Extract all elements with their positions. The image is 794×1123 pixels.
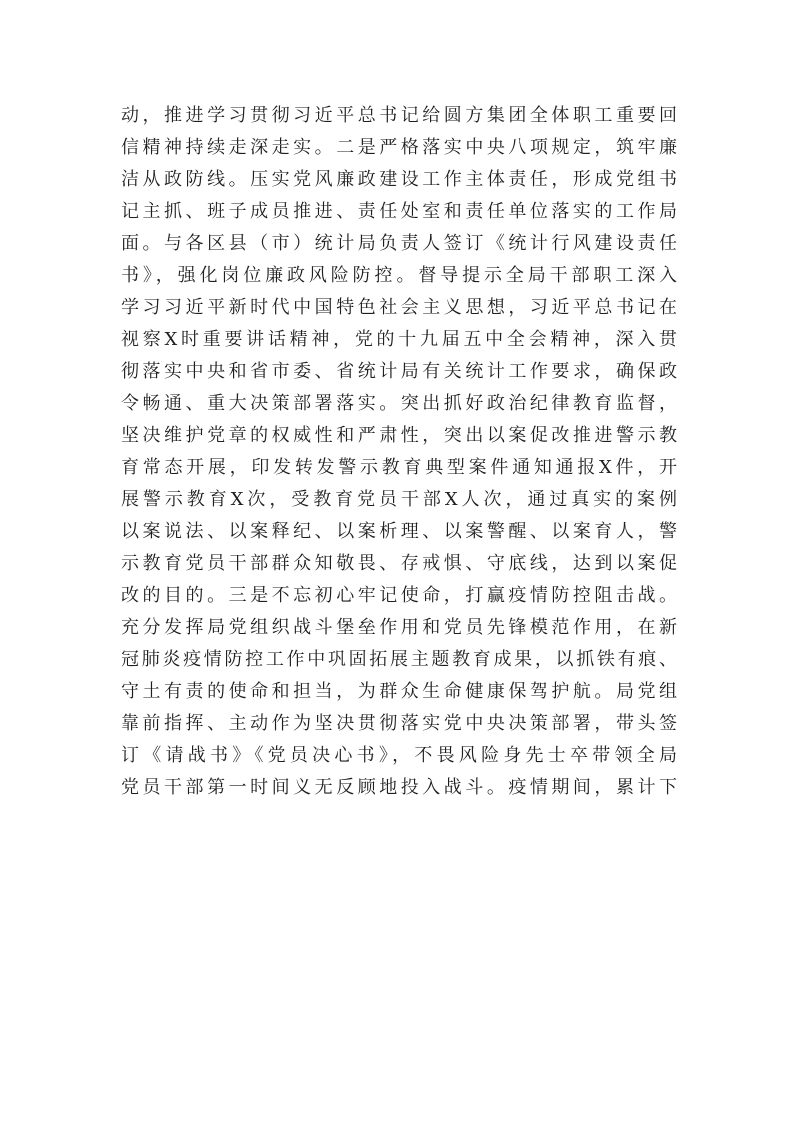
text-line: 靠前指挥、主动作为坚决贯彻落实党中央决策部署，带头签 bbox=[121, 713, 677, 734]
text-line: 育常态开展，印发转发警示教育典型案件通知通报X件，开 bbox=[121, 457, 677, 478]
text-line: 示教育党员干部群众知敬畏、存戒惧、守底线，达到以案促 bbox=[121, 553, 677, 574]
body-paragraph bbox=[121, 100, 677, 804]
text-line: 改的目的。三是不忘初心牢记使命，打赢疫情防控阻击战。 bbox=[121, 585, 677, 606]
text-line: 学习习近平新时代中国特色社会主义思想，习近平总书记在 bbox=[121, 297, 677, 318]
text-line: 面。与各区县（市）统计局负责人签订《统计行风建设责任 bbox=[121, 233, 677, 254]
text-line: 充分发挥局党组织战斗堡垒作用和党员先锋模范作用，在新 bbox=[121, 617, 677, 638]
text-line: 书》，强化岗位廉政风险防控。督导提示全局干部职工深入 bbox=[121, 265, 677, 286]
text-line: 以案说法、以案释纪、以案析理、以案警醒、以案育人，警 bbox=[121, 521, 677, 542]
text-line: 彻落实中央和省市委、省统计局有关统计工作要求，确保政 bbox=[121, 361, 677, 382]
text-line: 动，推进学习贯彻习近平总书记给圆方集团全体职工重要回 bbox=[121, 105, 677, 126]
text-line: 信精神持续走深走实。二是严格落实中央八项规定，筑牢廉 bbox=[121, 137, 677, 158]
text-line: 令畅通、重大决策部署落实。突出抓好政治纪律教育监督， bbox=[121, 393, 677, 414]
text-line: 洁从政防线。压实党风廉政建设工作主体责任，形成党组书 bbox=[121, 169, 677, 190]
text-line: 党员干部第一时间义无反顾地投入战斗。疫情期间，累计下 bbox=[121, 777, 677, 798]
text-line: 视察X时重要讲话精神，党的十九届五中全会精神，深入贯 bbox=[121, 329, 677, 350]
text-line: 守土有责的使命和担当，为群众生命健康保驾护航。局党组 bbox=[121, 681, 677, 702]
text-line: 冠肺炎疫情防控工作中巩固拓展主题教育成果，以抓铁有痕、 bbox=[121, 649, 677, 670]
text-line: 记主抓、班子成员推进、责任处室和责任单位落实的工作局 bbox=[121, 201, 677, 222]
text-line: 坚决维护党章的权威性和严肃性，突出以案促改推进警示教 bbox=[121, 425, 677, 446]
text-line: 展警示教育X次，受教育党员干部X人次，通过真实的案例 bbox=[121, 489, 677, 510]
text-line: 订《请战书》《党员决心书》，不畏风险身先士卒带领全局 bbox=[121, 745, 677, 766]
